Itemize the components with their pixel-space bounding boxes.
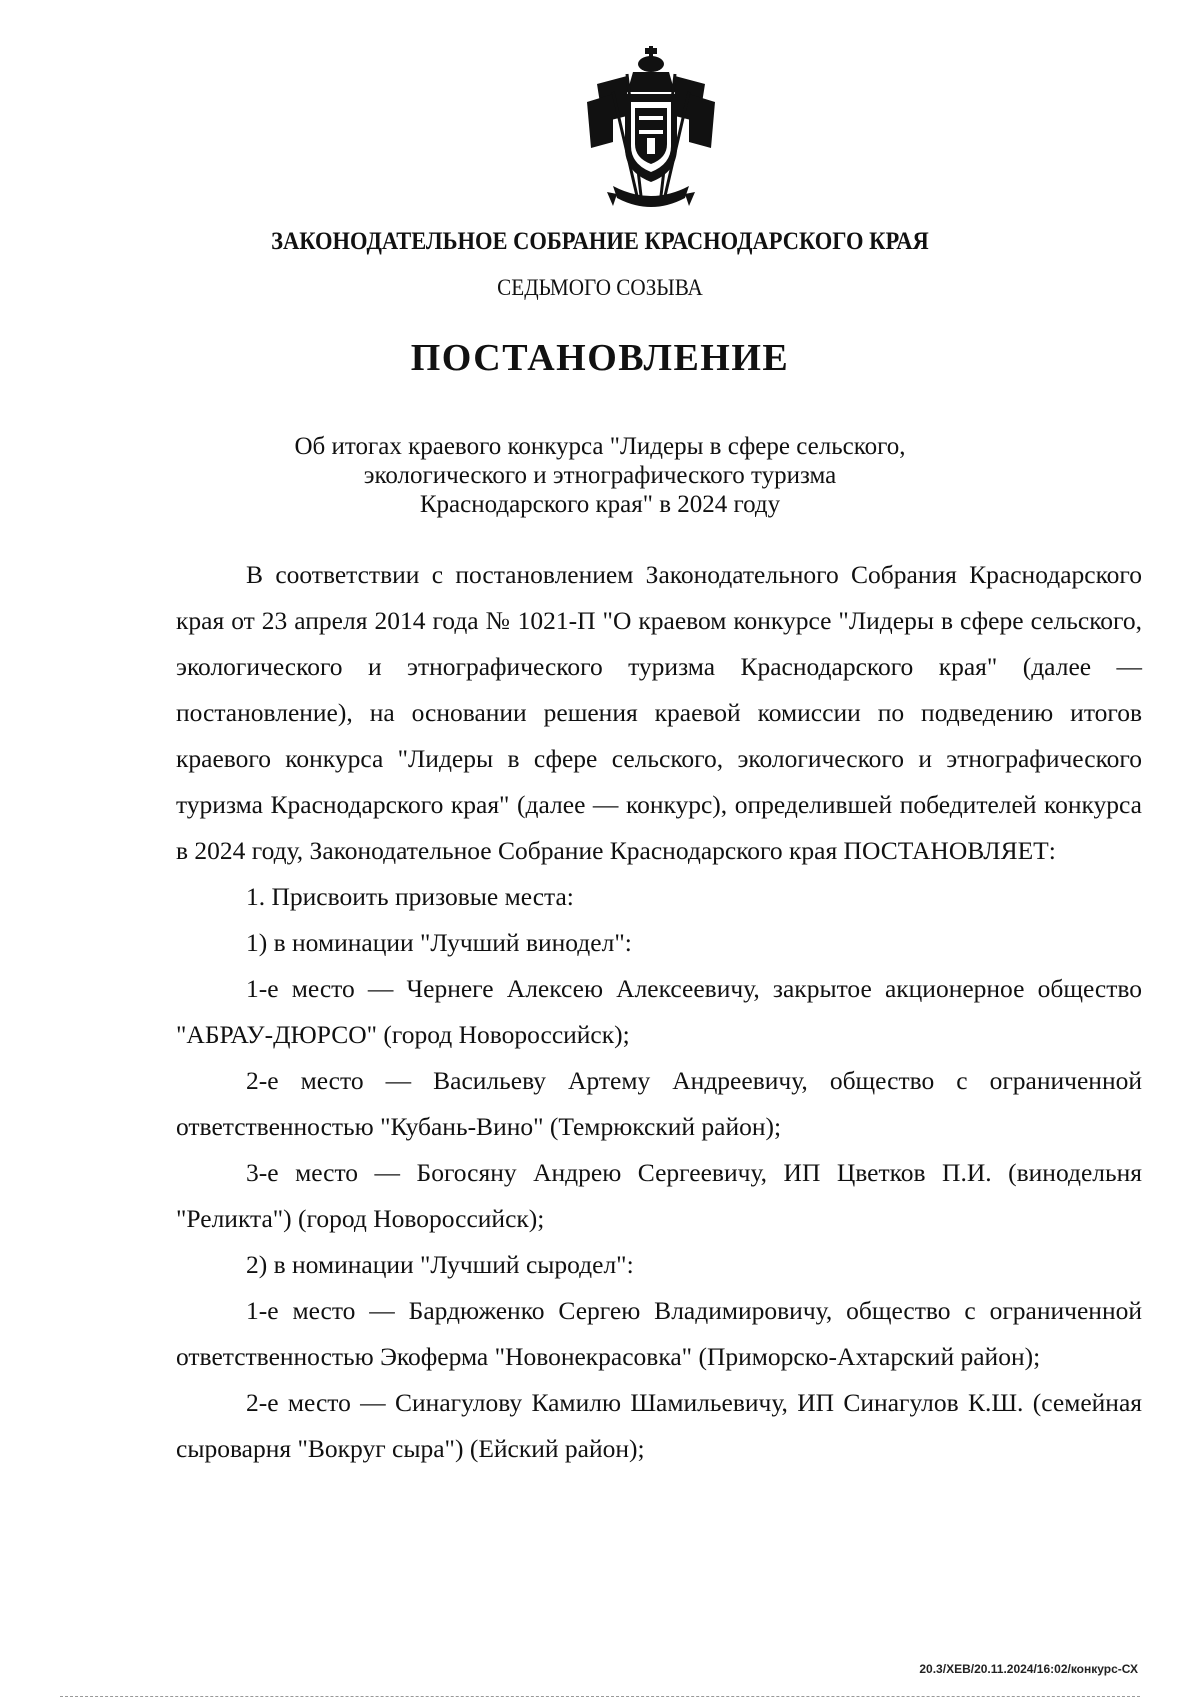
body-paragraph: 1) в номинации "Лучший винодел": <box>246 928 632 957</box>
body-paragraph: 1-е место — Бардюженко Сергею Владимировичу, общество с ограниченной ответственностью Экоферма "Новонекрасовка" (Приморско-Ахтарский район); <box>176 1296 1142 1371</box>
coat-of-arms-icon <box>583 46 719 214</box>
body-paragraph: 1-е место — Чернеге Алексею Алексеевичу, закрытое акционерное общество "АБРАУ-ДЮРСО" (город Новороссийск); <box>176 974 1142 1049</box>
body-paragraph: 1. Присвоить призовые места: <box>246 882 574 911</box>
body-paragraph: 2-е место — Синагулову Камилю Шамильевичу, ИП Синагулов К.Ш. (семейная сыроварня "Вокруг сыра") (Ейский район); <box>176 1388 1142 1463</box>
document-subject <box>0 432 1200 519</box>
body-paragraph: 2-е место — Васильеву Артему Андреевичу, общество с ограниченной ответственностью "Кубань-Вино" (Темрюкский район); <box>176 1066 1142 1141</box>
body-paragraph: В соответствии с постановлением Законодательного Собрания Краснодарского края от 23 апреля 2014 года № 1021-П "О краевом конкурсе "Лидеры в сфере сельского, экологического и этнографического туризма Краснодарского края" (далее — постановление), на основании решения краевой комиссии по подведению итогов краевого конкурса "Лидеры в сфере сельского, экологического и этнографического туризма Краснодарского края" (далее — конкурс), определившей победителей конкурса в 2024 году, Законодательное Собрание Краснодарского края ПОСТАНОВЛЯЕТ: <box>176 560 1142 865</box>
scan-edge-divider <box>60 1696 1140 1698</box>
document-body <box>176 552 1142 1472</box>
body-paragraph: 3-е место — Богосяну Андрею Сергеевичу, ИП Цветков П.И. (винодельня "Реликта") (город Новороссийск); <box>176 1158 1142 1233</box>
document-type-title: ПОСТАНОВЛЕНИЕ <box>410 337 790 379</box>
subject-line: экологического и этнографического туризма <box>363 462 837 489</box>
organization-name: ЗАКОНОДАТЕЛЬНОЕ СОБРАНИЕ КРАСНОДАРСКОГО КРАЯ <box>271 228 929 255</box>
subject-line: Об итогах краевого конкурса "Лидеры в сфере сельского, <box>294 433 906 460</box>
body-paragraph: 2) в номинации "Лучший сыродел": <box>246 1250 634 1279</box>
subject-line: Краснодарского края" в 2024 году <box>419 491 781 518</box>
convocation-label: СЕДЬМОГО СОЗЫВА <box>497 275 703 300</box>
document-footer-code: 20.3/ХЕВ/20.11.2024/16:02/конкурс-СХ <box>919 1662 1138 1676</box>
